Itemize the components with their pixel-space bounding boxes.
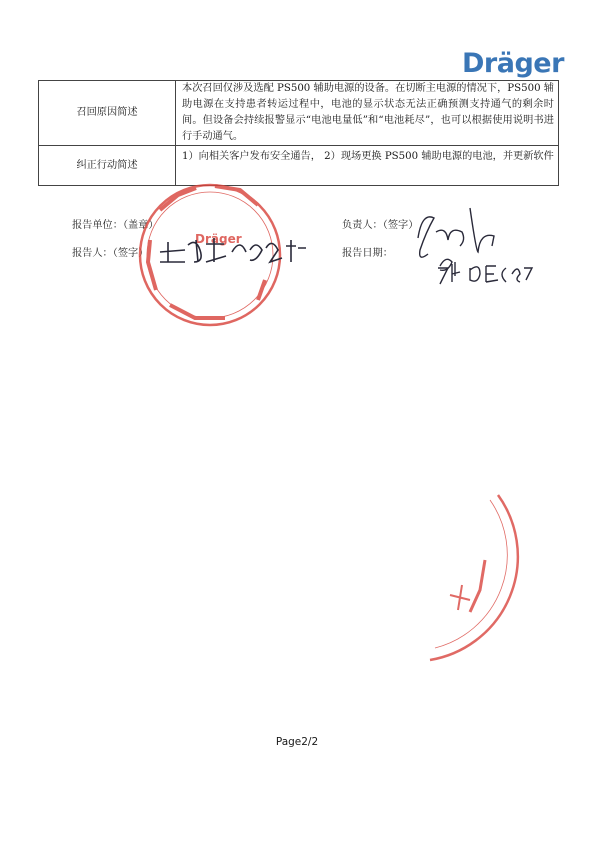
reporting-unit-label: 报告单位：（盖章） [72,220,159,231]
recall-reason-content: 本次召回仅涉及选配 PS500 辅助电源的设备。在切断主电源的情况下，PS500 辅助电源在支持患者转运过程中，电池的显示状态无法正确预测支持通气的剩余时间。但设备会持续报警显示“电池电量低”和“电池耗尽”，也可以根据使用说明书进行手动通气。 [176,81,559,146]
page-number: Page2/2 [275,736,319,748]
recall-reason-label: 召回原因简述 [39,81,176,146]
drager-logo: Dräger [462,48,564,79]
person-in-charge-label: 负责人：（签字） [342,220,419,231]
handwritten-date [438,264,532,284]
edge-seal [430,495,518,660]
corrective-action-content: 1）向相关客户发布安全通告， 2）现场更换 PS500 辅助电源的电池，并更新软件 [176,146,559,186]
corrective-action-label: 纠正行动简述 [39,146,176,186]
manager-signature [418,208,494,276]
reporter-label: 报告人：（签字） [72,248,149,259]
report-date-label: 报告日期： [342,248,393,259]
svg-text:Dräger: Dräger [195,232,242,246]
